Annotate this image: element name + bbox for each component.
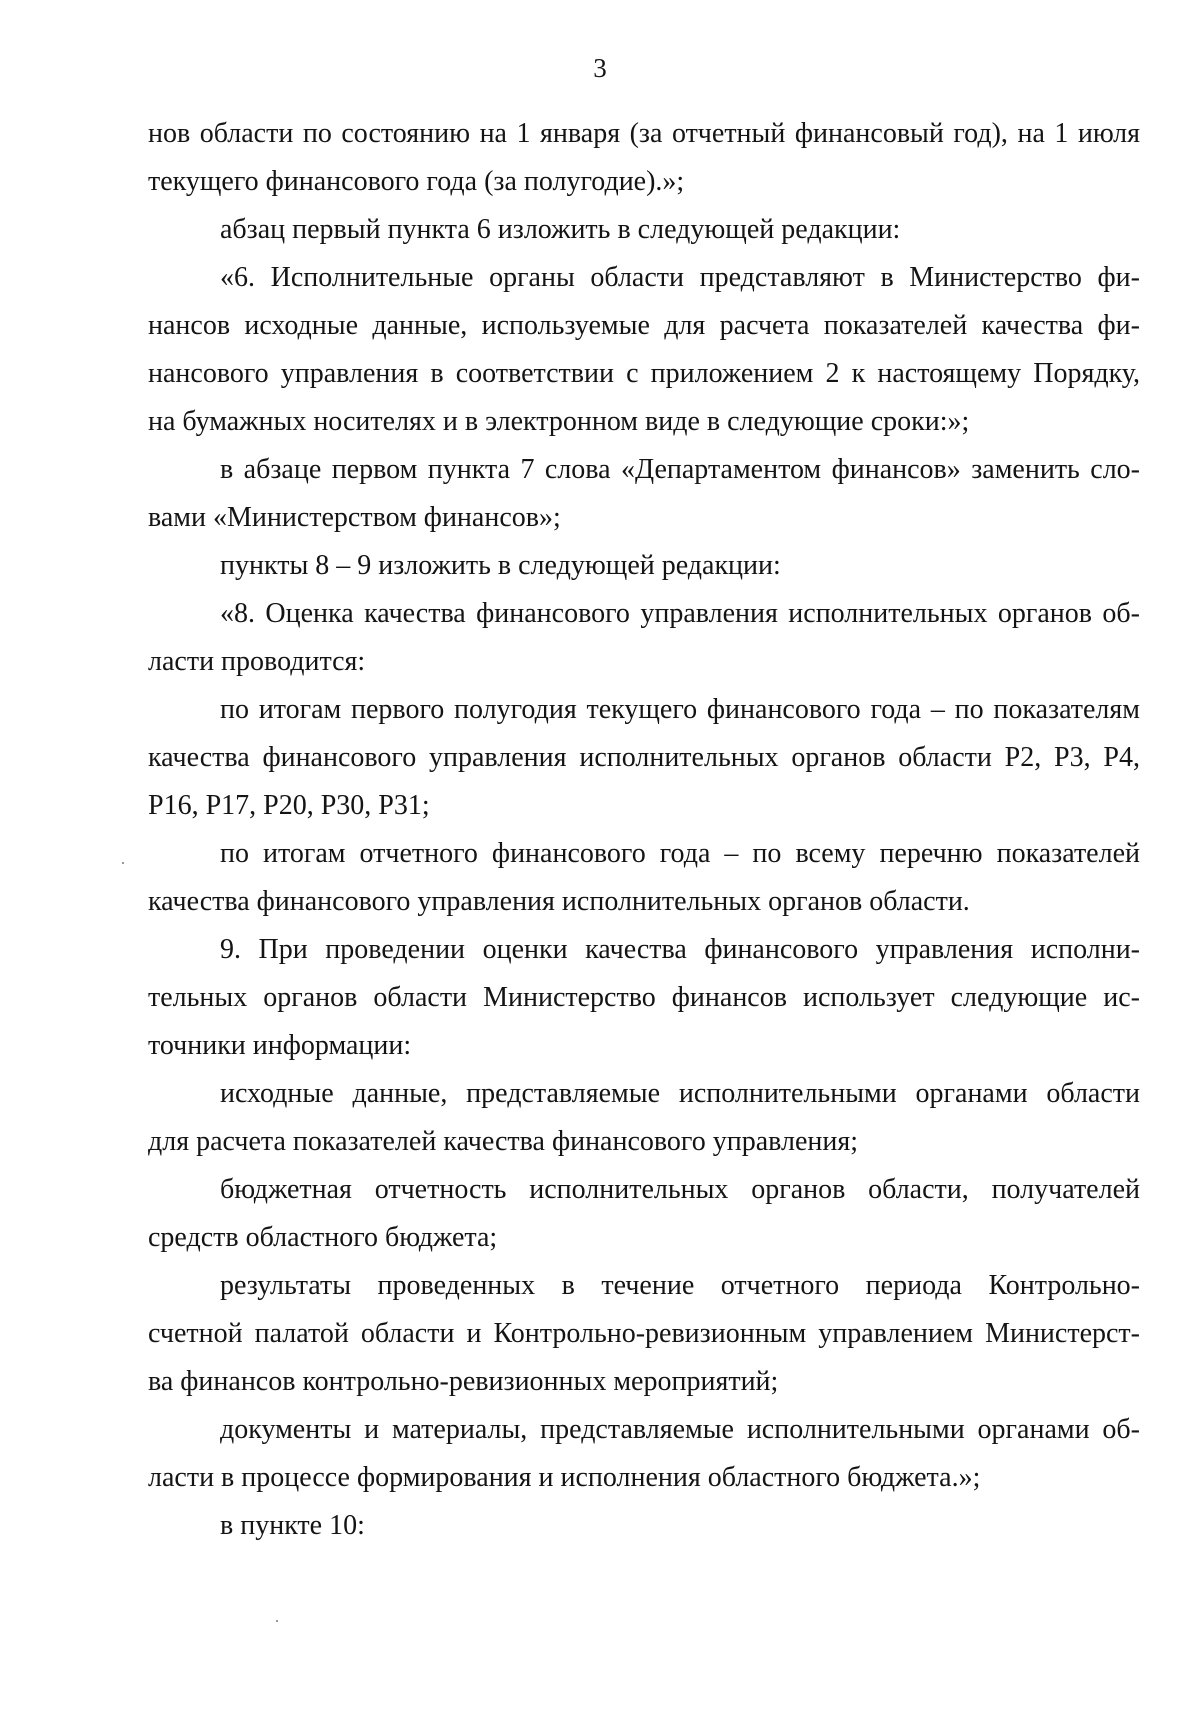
scan-speck <box>122 862 124 864</box>
text-line: «8. Оценка качества финансового управления исполнительных органов об- <box>220 598 1140 629</box>
text-line: документы и материалы, представляемые исполнительными органами об- <box>220 1414 1140 1445</box>
text-line: «6. Исполнительные органы области представляют в Министерство фи- <box>220 262 1140 293</box>
paragraph-source-initial-data <box>148 1070 1140 1166</box>
text-line: точники информации: <box>148 1030 412 1061</box>
text-line: качества финансового управления исполнительных органов области. <box>148 886 970 917</box>
text-line: нансового управления в соответствии с приложением 2 к настоящему Порядку, <box>148 358 1140 389</box>
paragraph-amend-item-6 <box>148 206 1140 254</box>
text-line: ласти в процессе формирования и исполнения областного бюджета.»; <box>148 1462 981 1493</box>
document-body <box>148 110 1140 1550</box>
text-line: ва финансов контрольно-ревизионных мероприятий; <box>148 1366 779 1397</box>
scan-speck <box>276 1620 278 1622</box>
text-line: нансов исходные данные, используемые для расчета показателей качества фи- <box>148 310 1140 341</box>
text-line: вами «Министерством финансов»; <box>148 502 561 533</box>
paragraph-amend-items-8-9 <box>148 542 1140 590</box>
text-line: исходные данные, представляемые исполнительными органами области <box>220 1078 1140 1109</box>
text-line: в абзаце первом пункта 7 слова «Департаментом финансов» заменить сло- <box>220 454 1140 485</box>
text-line: по итогам первого полугодия текущего финансового года – по показателям <box>220 694 1140 725</box>
text-line: бюджетная отчетность исполнительных органов области, получателей <box>220 1174 1140 1205</box>
text-line: результаты проведенных в течение отчетного периода Контрольно- <box>220 1270 1140 1301</box>
paragraph-item-8-text <box>148 590 1140 686</box>
text-line: нов области по состоянию на 1 января (за отчетный финансовый год), на 1 июля <box>148 118 1140 149</box>
text-line: 9. При проведении оценки качества финансового управления исполни- <box>220 934 1140 965</box>
paragraph-amend-item-7 <box>148 446 1140 542</box>
paragraph-amend-item-10 <box>148 1502 1140 1550</box>
text-line: ласти проводится: <box>148 646 366 677</box>
paragraph-item-6-text <box>148 254 1140 446</box>
text-line: пункты 8 – 9 изложить в следующей редакции: <box>220 550 781 581</box>
text-line: качества финансового управления исполнительных органов области Р2, Р3, Р4, <box>148 742 1140 773</box>
paragraph-full-year <box>148 830 1140 926</box>
page-number: 3 <box>593 53 607 83</box>
paragraph-continuation <box>148 110 1140 206</box>
text-line: Р16, Р17, Р20, Р30, Р31; <box>148 790 430 821</box>
text-line: счетной палатой области и Контрольно-ревизионным управлением Министерст- <box>148 1318 1140 1349</box>
text-line: тельных органов области Министерство финансов использует следующие ис- <box>148 982 1140 1013</box>
paragraph-source-documents <box>148 1406 1140 1502</box>
paragraph-item-9-text <box>148 926 1140 1070</box>
text-line: по итогам отчетного финансового года – по всему перечню показателей <box>220 838 1140 869</box>
text-line: текущего финансового года (за полугодие).»; <box>148 166 685 197</box>
text-line: на бумажных носителях и в электронном виде в следующие сроки:»; <box>148 406 970 437</box>
text-line: средств областного бюджета; <box>148 1222 498 1253</box>
text-line: в пункте 10: <box>220 1510 365 1541</box>
paragraph-half-year <box>148 686 1140 830</box>
text-line: для расчета показателей качества финансового управления; <box>148 1126 859 1157</box>
text-line: абзац первый пункта 6 изложить в следующей редакции: <box>220 214 901 245</box>
paragraph-source-reporting <box>148 1166 1140 1262</box>
paragraph-source-audit-results <box>148 1262 1140 1406</box>
